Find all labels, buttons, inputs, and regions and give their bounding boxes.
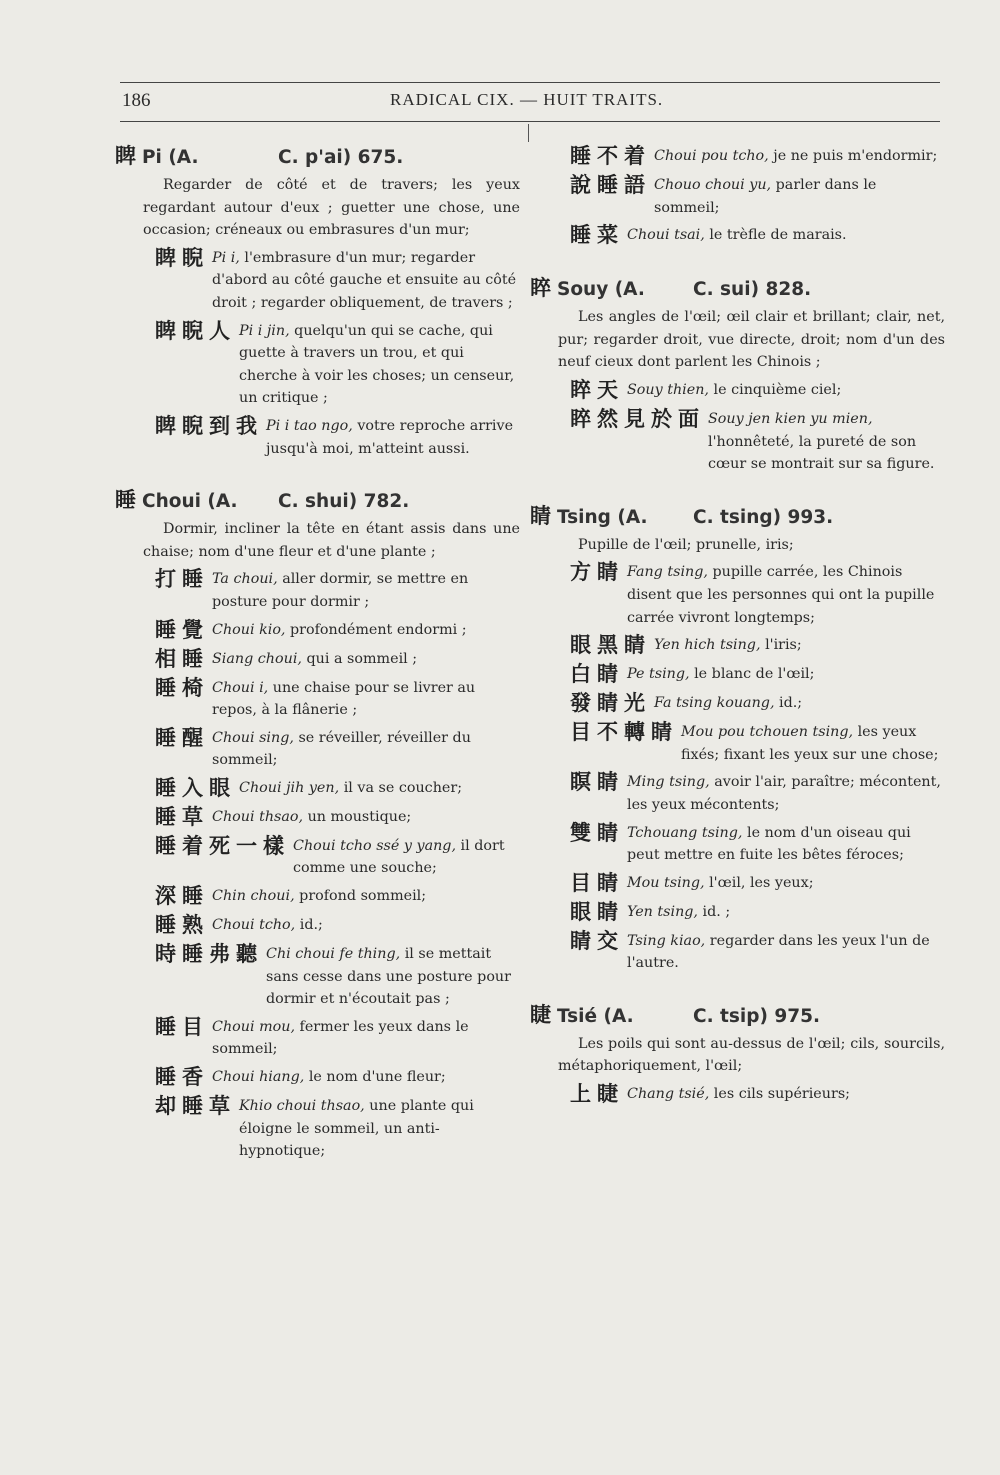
compound-romanization: Choui jih yen,: [239, 779, 340, 796]
headword-cantonese: C. sui) 828.: [693, 279, 812, 301]
compound-romanization: Choui i,: [212, 679, 269, 696]
compound-entry: [570, 559, 945, 629]
compound-romanization: Chin choui,: [212, 888, 295, 905]
compound-gloss: profond sommeil;: [299, 888, 427, 905]
compound-romanization: Souy thien,: [627, 381, 709, 398]
compound-romanization: Ming tsing,: [627, 774, 710, 791]
compound-gloss: qui a sommeil ;: [306, 650, 418, 667]
compound-entry: [570, 661, 945, 687]
compound-entry: [155, 725, 520, 772]
compound-characters: 睟天: [570, 377, 624, 402]
compound-characters: 睥睨到我: [155, 413, 263, 438]
dictionary-entry: [530, 500, 945, 975]
headword-cantonese: C. p'ai) 675.: [278, 147, 404, 168]
compound-text: [212, 245, 520, 315]
compound-characters: 時睡弗聽: [155, 942, 263, 967]
compound-romanization: Pi i jin,: [239, 322, 290, 339]
compound-entry: [570, 1081, 945, 1107]
compound-gloss: le cinquième ciel;: [713, 381, 842, 398]
compound-entry: [155, 245, 520, 315]
compound-text: [654, 143, 945, 168]
compound-entry: [570, 377, 945, 403]
compound-romanization: Chouo choui yu,: [654, 177, 772, 193]
compound-entry: [155, 413, 520, 460]
compound-romanization: Khio choui thsao,: [239, 1098, 365, 1115]
compound-romanization: Choui tcho,: [212, 917, 296, 934]
compound-characters: 睟然見於面: [570, 406, 705, 431]
headword-cantonese: C. tsip) 975.: [693, 1005, 821, 1027]
compound-romanization: Ta choui,: [212, 571, 278, 588]
compound-text: [627, 661, 945, 686]
compound-entry: [570, 690, 945, 716]
compound-text: [293, 833, 520, 880]
compound-entry: [570, 870, 945, 896]
compound-romanization: Choui thsao,: [212, 808, 304, 825]
compound-entry: [570, 719, 945, 766]
compound-characters: 睥睨人: [155, 318, 236, 343]
headword-romanization: Tsing (A.: [557, 506, 648, 528]
compound-text: [212, 675, 520, 722]
compound-romanization: Pi i tao ngo,: [266, 417, 353, 434]
compound-text: [627, 820, 945, 867]
compound-text: [239, 1093, 520, 1163]
compound-text: [266, 941, 520, 1011]
headword-character: 睡: [115, 488, 136, 513]
compound-entry: [570, 899, 945, 925]
compound-characters: 目睛: [570, 870, 624, 895]
entry-heading: [530, 500, 945, 530]
compound-characters: 睡入眼: [155, 775, 236, 800]
compound-gloss: le trèfle de marais.: [709, 227, 847, 244]
compound-entry: [570, 820, 945, 867]
headword-character: 睛: [530, 503, 551, 528]
compound-romanization: Choui tcho ssé y yang,: [293, 837, 456, 854]
headword-cantonese: C. shui) 782.: [278, 491, 410, 513]
compound-entry: [155, 1014, 520, 1061]
compound-text: [627, 899, 945, 924]
compound-text: [681, 719, 945, 766]
compound-gloss: le nom d'un oiseau qui peut mettre en fuite les bêtes féroces;: [627, 824, 911, 864]
dictionary-entry: [115, 484, 520, 1163]
compound-characters: 睛交: [570, 928, 624, 953]
compound-characters: 發睛光: [570, 691, 651, 716]
compound-characters: 眼黑睛: [570, 633, 651, 658]
compound-romanization: Yen hich tsing,: [654, 637, 761, 654]
compound-characters: 深睡: [155, 884, 209, 909]
compound-romanization: Mou pou tchouen tsing,: [681, 724, 854, 741]
compound-text: [627, 1081, 945, 1106]
compound-characters: 瞑睛: [570, 770, 624, 795]
compound-text: [627, 377, 945, 402]
compound-entry: [155, 1064, 520, 1090]
compound-gloss: profondément endormi ;: [290, 621, 467, 638]
compound-gloss: se réveiller, réveiller du sommeil;: [212, 729, 471, 769]
compound-gloss: fermer les yeux dans le sommeil;: [212, 1018, 469, 1058]
entry-heading: [530, 999, 945, 1029]
compound-entry: [570, 632, 945, 658]
compound-gloss: pupille carrée, les Chinois disent que les personnes qui ont la pupille carrée vivront longtemps;: [627, 564, 935, 626]
compound-entry: [155, 566, 520, 613]
compound-romanization: Souy jen kien yu mien,: [708, 410, 873, 427]
compound-text: [627, 559, 945, 629]
compound-gloss: le blanc de l'œil;: [694, 666, 815, 683]
compound-romanization: Yen tsing,: [627, 903, 698, 920]
compound-gloss: quelqu'un qui se cache, qui guette à travers un trou, et qui cherche à voir les choses; un censeur, un critique ;: [239, 322, 515, 407]
compound-characters: 方睛: [570, 560, 624, 585]
compound-romanization: Choui hiang,: [212, 1069, 305, 1086]
entry-definition: Les angles de l'œil; œil clair et brillant; clair, net, pur; regarder droit, vue directe, droit; nom d'un des neuf cieux dont parlent les Chinois ;: [558, 309, 945, 371]
compound-romanization: Pe tsing,: [627, 666, 690, 683]
compound-characters: 上睫: [570, 1082, 624, 1107]
compound-characters: 睡目: [155, 1014, 209, 1039]
headword-character: 睫: [530, 1002, 551, 1027]
compound-text: [627, 870, 945, 895]
compound-characters: 相睡: [155, 646, 209, 671]
headword-romanization: Souy (A.: [557, 279, 645, 301]
compound-romanization: Choui tsai,: [627, 227, 705, 244]
compound-romanization: Choui mou,: [212, 1018, 295, 1035]
compound-entry: [155, 318, 520, 410]
compound-gloss: une plante qui éloigne le sommeil, un anti-hypnotique;: [239, 1098, 474, 1160]
headword-romanization: Choui (A.: [142, 491, 238, 513]
headword-romanization: Tsié (A.: [557, 1005, 634, 1027]
compound-characters: 目不轉睛: [570, 720, 678, 745]
compound-text: [212, 912, 520, 937]
compound-text: [212, 1064, 520, 1089]
compound-characters: 說睡語: [570, 173, 651, 197]
compound-characters: 睡椅: [155, 675, 209, 700]
compound-text: [212, 725, 520, 772]
headword-romanization: Pi (A.: [142, 147, 199, 168]
compound-romanization: Chi choui fe thing,: [266, 946, 401, 963]
compound-text: [627, 928, 945, 975]
left-column: [115, 140, 520, 1187]
compound-romanization: Choui sing,: [212, 729, 294, 746]
compound-gloss: il va se coucher;: [343, 779, 463, 796]
compound-romanization: Choui kio,: [212, 621, 286, 638]
compound-gloss: l'œil, les yeux;: [709, 874, 814, 891]
compound-entry: [570, 143, 945, 169]
compound-text: [212, 804, 520, 829]
entry-heading: [530, 272, 945, 302]
compound-gloss: je ne puis m'endormir;: [773, 148, 938, 164]
compound-text: [627, 222, 945, 247]
entry-definition: Dormir, incliner la tête en étant assis dans une chaise; nom d'une fleur et d'une plante ;: [143, 521, 520, 560]
compound-text: [239, 318, 520, 410]
compound-entry: [155, 1093, 520, 1163]
compound-entry: [155, 833, 520, 880]
compound-characters: 睡熟: [155, 913, 209, 938]
compound-characters: 睡着死一樣: [155, 833, 290, 858]
compound-romanization: Fa tsing kouang,: [654, 695, 775, 712]
dictionary-entry: [530, 999, 945, 1107]
compound-text: [212, 617, 520, 642]
dictionary-entry: [530, 143, 945, 248]
running-head: RADICAL CIX. — HUIT TRAITS.: [390, 90, 664, 109]
compound-text: [239, 775, 520, 800]
compound-gloss: l'honnêteté, la pureté de son cœur se montrait sur sa figure.: [708, 433, 935, 473]
page-number: 186: [122, 90, 151, 111]
compound-entry: [570, 406, 945, 476]
compound-entry: [155, 675, 520, 722]
compound-entry: [155, 775, 520, 801]
compound-entry: [570, 769, 945, 816]
compound-gloss: votre reproche arrive jusqu'à moi, m'atteint aussi.: [266, 417, 514, 457]
entry-definition: Pupille de l'œil; prunelle, iris;: [578, 536, 794, 553]
compound-text: [654, 690, 945, 715]
entry-definition: Regarder de côté et de travers; les yeux regardant autour d'eux ; guetter une chose, une occasion; créneaux ou embrasures d'un mur;: [143, 177, 520, 239]
compound-gloss: id.;: [299, 917, 323, 934]
header-rule: [120, 121, 940, 122]
compound-romanization: Pi i,: [212, 249, 240, 266]
compound-romanization: Mou tsing,: [627, 874, 705, 891]
compound-gloss: les yeux fixés; fixant les yeux sur une chose;: [681, 724, 939, 763]
compound-characters: 睡菜: [570, 223, 624, 248]
column-divider: [528, 124, 529, 142]
headword-character: 睥: [115, 144, 136, 168]
compound-characters: 睡不着: [570, 144, 651, 168]
compound-gloss: aller dormir, se mettre en posture pour dormir ;: [212, 571, 469, 610]
compound-gloss: l'iris;: [765, 637, 802, 654]
compound-gloss: il se mettait sans cesse dans une posture pour dormir et n'écoutait pas ;: [266, 946, 511, 1008]
compound-entry: [155, 617, 520, 643]
compound-text: [212, 646, 520, 671]
compound-entry: [155, 646, 520, 672]
compound-text: [654, 172, 945, 219]
top-rule: [120, 82, 940, 83]
compound-characters: 却睡草: [155, 1094, 236, 1119]
compound-entry: [155, 941, 520, 1011]
dictionary-entry: [115, 140, 520, 460]
compound-text: [212, 566, 520, 613]
right-column: [530, 140, 945, 1131]
compound-romanization: Chang tsié,: [627, 1086, 710, 1103]
compound-gloss: l'embrasure d'un mur; regarder d'abord au côté gauche et ensuite au côté droit ; regarder obliquement, de travers ;: [212, 249, 517, 311]
compound-entry: [155, 804, 520, 830]
compound-characters: 睡香: [155, 1065, 209, 1090]
compound-text: [266, 413, 520, 460]
compound-gloss: le nom d'une fleur;: [308, 1069, 446, 1086]
compound-gloss: id. ;: [702, 903, 731, 920]
compound-gloss: id.;: [779, 695, 803, 712]
compound-gloss: les cils supérieurs;: [713, 1086, 850, 1103]
compound-entry: [155, 912, 520, 938]
compound-gloss: parler dans le sommeil;: [654, 177, 877, 216]
compound-entry: [570, 172, 945, 219]
compound-entry: [570, 222, 945, 248]
compound-romanization: Siang choui,: [212, 650, 302, 667]
entry-definition: Les poils qui sont au-dessus de l'œil; cils, sourcils, métaphoriquement, l'œil;: [558, 1035, 945, 1075]
headword-character: 睟: [530, 276, 551, 301]
entry-heading: [115, 140, 520, 170]
compound-characters: 白睛: [570, 662, 624, 687]
compound-text: [708, 406, 945, 476]
compound-gloss: avoir l'air, paraître; mécontent, les yeux mécontents;: [627, 774, 941, 813]
compound-romanization: Choui pou tcho,: [654, 148, 769, 164]
compound-characters: 雙睛: [570, 820, 624, 845]
headword-cantonese: C. tsing) 993.: [693, 506, 834, 528]
compound-characters: 打睡: [155, 567, 209, 592]
compound-romanization: Tsing kiao,: [627, 932, 706, 949]
compound-characters: 眼睛: [570, 899, 624, 924]
compound-gloss: il dort comme une souche;: [293, 837, 505, 877]
compound-romanization: Tchouang tsing,: [627, 824, 743, 841]
compound-gloss: une chaise pour se livrer au repos, à la flânerie ;: [212, 679, 476, 719]
compound-romanization: Fang tsing,: [627, 564, 708, 581]
compound-characters: 睡醒: [155, 725, 209, 750]
compound-text: [654, 632, 945, 657]
compound-characters: 睡草: [155, 804, 209, 829]
dictionary-entry: [530, 272, 945, 476]
entry-heading: [115, 484, 520, 514]
compound-gloss: regarder dans les yeux l'un de l'autre.: [627, 932, 930, 972]
compound-characters: 睥睨: [155, 245, 209, 270]
compound-entry: [155, 883, 520, 909]
compound-entry: [570, 928, 945, 975]
compound-gloss: un moustique;: [307, 808, 412, 825]
compound-text: [212, 883, 520, 908]
compound-text: [627, 769, 945, 816]
compound-text: [212, 1014, 520, 1061]
compound-characters: 睡覺: [155, 617, 209, 642]
